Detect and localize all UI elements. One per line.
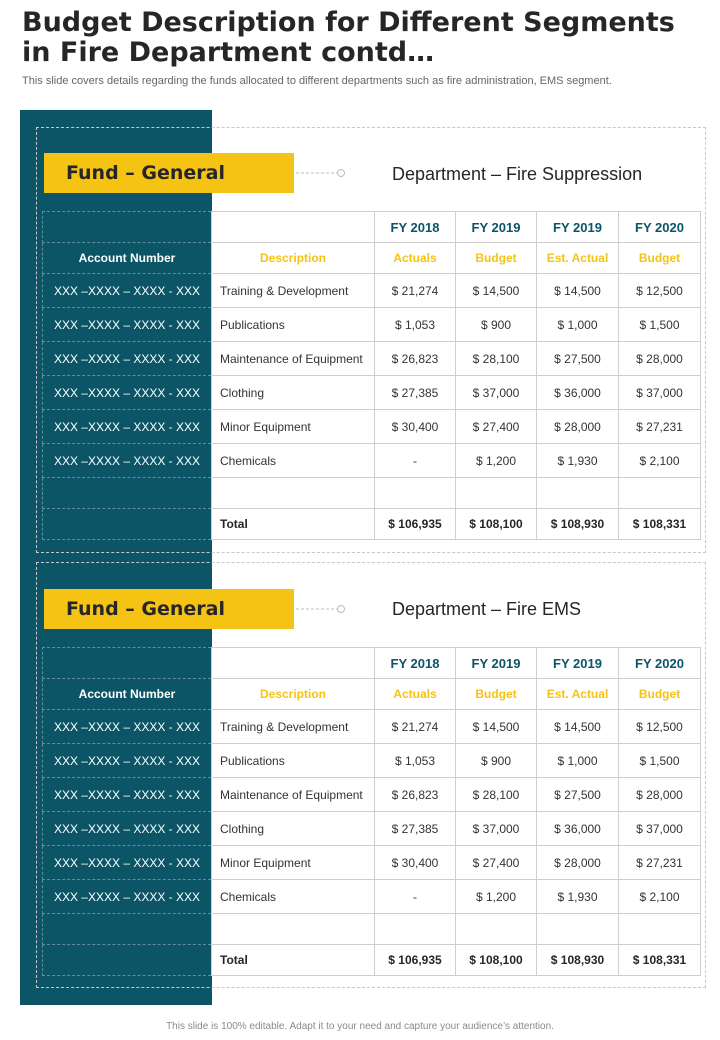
- page-title: Budget Description for Different Segments in Fire Department contd…: [22, 7, 675, 68]
- account-number: XXX –XXXX – XXXX - XXX: [43, 710, 212, 744]
- cell-value: $ 30,400: [375, 410, 456, 444]
- blank-cell: [456, 478, 537, 509]
- table-row: [43, 778, 701, 812]
- total-value: $ 108,100: [456, 945, 537, 976]
- empty-header-cell: [212, 648, 375, 679]
- cell-value: $ 1,930: [537, 880, 619, 914]
- cell-value: $ 1,200: [456, 880, 537, 914]
- row-description: Maintenance of Equipment: [212, 342, 375, 376]
- fy-header-row: [43, 212, 701, 243]
- total-value: $ 106,935: [375, 509, 456, 540]
- row-description: Training & Development: [212, 710, 375, 744]
- fund-label: Fund – General: [44, 589, 294, 629]
- table-row: [43, 342, 701, 376]
- row-description: Chemicals: [212, 880, 375, 914]
- column-header-row: [43, 243, 701, 274]
- total-row: [43, 945, 701, 976]
- blank-cell: [43, 509, 212, 540]
- fy-header-row: [43, 648, 701, 679]
- cell-value: $ 14,500: [456, 710, 537, 744]
- cell-value: $ 1,930: [537, 444, 619, 478]
- total-value: $ 108,100: [456, 509, 537, 540]
- table-row: [43, 846, 701, 880]
- account-number: XXX –XXXX – XXXX - XXX: [43, 744, 212, 778]
- account-header-cell: [43, 212, 212, 243]
- cell-value: $ 28,000: [537, 410, 619, 444]
- sub-header: Actuals: [375, 243, 456, 274]
- cell-value: -: [375, 880, 456, 914]
- account-number: XXX –XXXX – XXXX - XXX: [43, 376, 212, 410]
- cell-value: $ 14,500: [537, 710, 619, 744]
- cell-value: $ 1,200: [456, 444, 537, 478]
- total-label: Total: [212, 945, 375, 976]
- blank-cell: [43, 914, 212, 945]
- cell-value: $ 37,000: [619, 812, 701, 846]
- cell-value: $ 37,000: [619, 376, 701, 410]
- account-number-header: Account Number: [43, 679, 212, 710]
- total-value: $ 108,930: [537, 509, 619, 540]
- empty-header-cell: [212, 212, 375, 243]
- cell-value: $ 36,000: [537, 812, 619, 846]
- row-description: Minor Equipment: [212, 410, 375, 444]
- total-value: $ 108,331: [619, 945, 701, 976]
- account-number: XXX –XXXX – XXXX - XXX: [43, 410, 212, 444]
- fy-header: FY 2019: [537, 212, 619, 243]
- blank-row: [43, 478, 701, 509]
- blank-cell: [212, 914, 375, 945]
- cell-value: $ 28,000: [619, 778, 701, 812]
- department-title: Department – Fire EMS: [392, 599, 582, 619]
- cell-value: $ 27,500: [537, 778, 619, 812]
- row-description: Chemicals: [212, 444, 375, 478]
- blank-cell: [619, 478, 701, 509]
- blank-cell: [43, 478, 212, 509]
- row-description: Clothing: [212, 376, 375, 410]
- row-description: Training & Development: [212, 274, 375, 308]
- blank-cell: [212, 478, 375, 509]
- fy-header: FY 2020: [619, 648, 701, 679]
- table-row: [43, 376, 701, 410]
- cell-value: $ 36,000: [537, 376, 619, 410]
- sub-header: Actuals: [375, 679, 456, 710]
- blank-cell: [456, 914, 537, 945]
- cell-value: $ 27,400: [456, 846, 537, 880]
- account-number: XXX –XXXX – XXXX - XXX: [43, 274, 212, 308]
- sub-header: Budget: [456, 243, 537, 274]
- sub-header: Budget: [619, 679, 701, 710]
- account-number: XXX –XXXX – XXXX - XXX: [43, 778, 212, 812]
- blank-cell: [537, 914, 619, 945]
- table-row: [43, 444, 701, 478]
- cell-value: $ 21,274: [375, 710, 456, 744]
- cell-value: $ 14,500: [456, 274, 537, 308]
- department-title: Department – Fire Suppression: [392, 164, 643, 184]
- account-number-header: Account Number: [43, 243, 212, 274]
- cell-value: $ 28,100: [456, 342, 537, 376]
- total-value: $ 106,935: [375, 945, 456, 976]
- sub-header: Est. Actual: [537, 243, 619, 274]
- cell-value: $ 37,000: [456, 376, 537, 410]
- table-row: [43, 410, 701, 444]
- cell-value: $ 28,000: [537, 846, 619, 880]
- table-row: [43, 274, 701, 308]
- total-value: $ 108,930: [537, 945, 619, 976]
- cell-value: $ 2,100: [619, 444, 701, 478]
- fy-header: FY 2019: [456, 212, 537, 243]
- cell-value: $ 27,400: [456, 410, 537, 444]
- blank-cell: [43, 945, 212, 976]
- account-number: XXX –XXXX – XXXX - XXX: [43, 308, 212, 342]
- cell-value: $ 27,385: [375, 812, 456, 846]
- budget-table: [42, 211, 701, 540]
- row-description: Clothing: [212, 812, 375, 846]
- blank-row: [43, 914, 701, 945]
- fy-header: FY 2018: [375, 212, 456, 243]
- fy-header: FY 2019: [456, 648, 537, 679]
- sub-header: Budget: [619, 243, 701, 274]
- cell-value: $ 1,053: [375, 308, 456, 342]
- account-number: XXX –XXXX – XXXX - XXX: [43, 846, 212, 880]
- cell-value: $ 30,400: [375, 846, 456, 880]
- connector-arrow-icon: [296, 166, 348, 180]
- total-row: [43, 509, 701, 540]
- sub-header: Budget: [456, 679, 537, 710]
- cell-value: $ 28,100: [456, 778, 537, 812]
- page-subtitle: This slide covers details regarding the funds allocated to different departments such as fire administration, EMS segment.: [22, 75, 612, 87]
- cell-value: $ 28,000: [619, 342, 701, 376]
- blank-cell: [619, 914, 701, 945]
- cell-value: $ 27,385: [375, 376, 456, 410]
- cell-value: $ 26,823: [375, 778, 456, 812]
- cell-value: $ 900: [456, 308, 537, 342]
- row-description: Publications: [212, 744, 375, 778]
- cell-value: $ 14,500: [537, 274, 619, 308]
- blank-cell: [375, 478, 456, 509]
- account-number: XXX –XXXX – XXXX - XXX: [43, 444, 212, 478]
- description-header: Description: [212, 243, 375, 274]
- account-number: XXX –XXXX – XXXX - XXX: [43, 812, 212, 846]
- total-label: Total: [212, 509, 375, 540]
- cell-value: $ 12,500: [619, 274, 701, 308]
- table-row: [43, 880, 701, 914]
- fy-header: FY 2018: [375, 648, 456, 679]
- account-header-cell: [43, 648, 212, 679]
- cell-value: $ 27,231: [619, 846, 701, 880]
- sub-header: Est. Actual: [537, 679, 619, 710]
- row-description: Minor Equipment: [212, 846, 375, 880]
- budget-table: [42, 647, 701, 976]
- cell-value: $ 900: [456, 744, 537, 778]
- column-header-row: [43, 679, 701, 710]
- blank-cell: [537, 478, 619, 509]
- cell-value: $ 26,823: [375, 342, 456, 376]
- cell-value: $ 37,000: [456, 812, 537, 846]
- table-row: [43, 308, 701, 342]
- cell-value: $ 1,500: [619, 744, 701, 778]
- row-description: Maintenance of Equipment: [212, 778, 375, 812]
- account-number: XXX –XXXX – XXXX - XXX: [43, 342, 212, 376]
- cell-value: $ 1,053: [375, 744, 456, 778]
- cell-value: $ 1,500: [619, 308, 701, 342]
- fy-header: FY 2019: [537, 648, 619, 679]
- cell-value: $ 27,231: [619, 410, 701, 444]
- description-header: Description: [212, 679, 375, 710]
- table-row: [43, 812, 701, 846]
- table-row: [43, 744, 701, 778]
- connector-arrow-icon: [296, 602, 348, 616]
- cell-value: $ 1,000: [537, 744, 619, 778]
- account-number: XXX –XXXX – XXXX - XXX: [43, 880, 212, 914]
- fy-header: FY 2020: [619, 212, 701, 243]
- blank-cell: [375, 914, 456, 945]
- cell-value: $ 27,500: [537, 342, 619, 376]
- total-value: $ 108,331: [619, 509, 701, 540]
- cell-value: $ 12,500: [619, 710, 701, 744]
- row-description: Publications: [212, 308, 375, 342]
- table-row: [43, 710, 701, 744]
- footer-note: This slide is 100% editable. Adapt it to your need and capture your audience’s attention.: [166, 1021, 554, 1032]
- cell-value: $ 1,000: [537, 308, 619, 342]
- cell-value: $ 21,274: [375, 274, 456, 308]
- cell-value: $ 2,100: [619, 880, 701, 914]
- cell-value: -: [375, 444, 456, 478]
- fund-label: Fund – General: [44, 153, 294, 193]
